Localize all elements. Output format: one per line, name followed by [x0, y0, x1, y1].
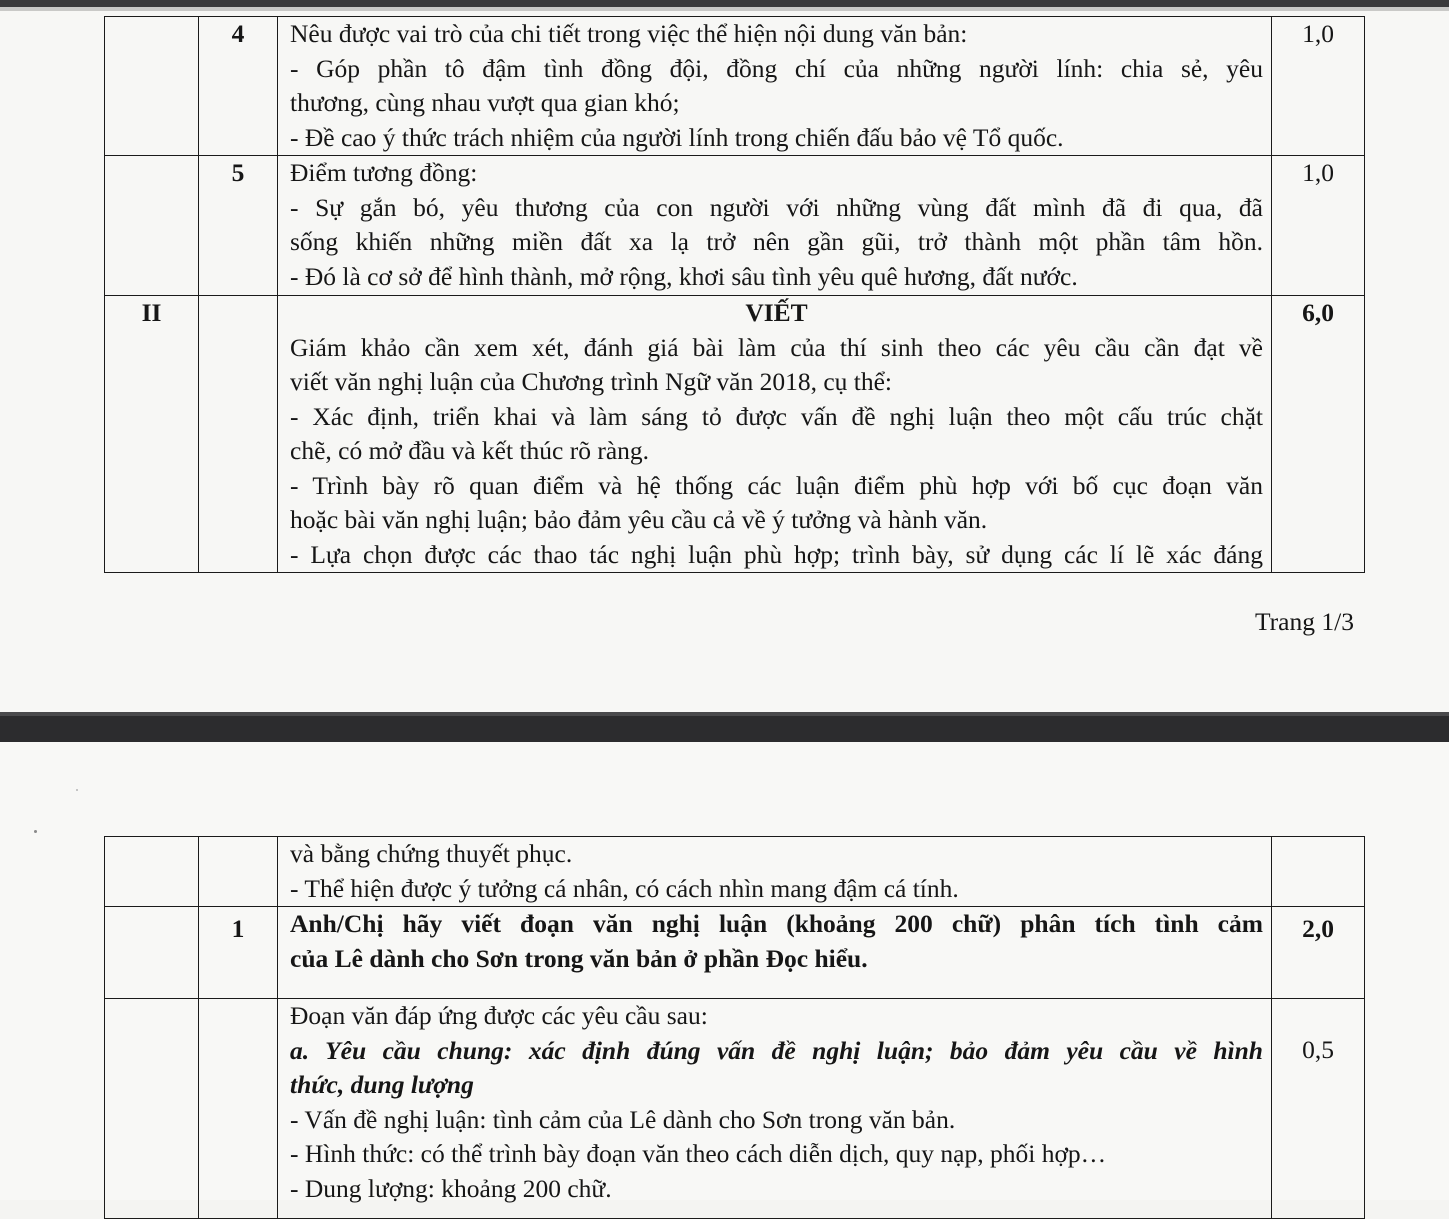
score-cell: [1272, 999, 1365, 1219]
table-row: [105, 999, 1365, 1219]
part-cell: [105, 837, 199, 907]
content-line: Nêu được vai trò của chi tiết trong việc thể hiện nội dung văn bản:: [290, 19, 968, 48]
score-cell: 2,0: [1272, 907, 1365, 999]
content-line: - Sự gắn bó, yêu thương của con người với những vùng đất mình đã đi qua, đã: [290, 192, 1263, 222]
content-line: hoặc bài văn nghị luận; bảo đảm yêu cầu cả về ý tưởng và hành văn.: [290, 505, 988, 534]
content-line: thương, cùng nhau vượt qua gian khó;: [290, 88, 680, 117]
table-row: [105, 17, 1365, 156]
content-line: - Xác định, triển khai và làm sáng tỏ được vấn đề nghị luận theo một cấu trúc chặt: [290, 401, 1263, 431]
question-number: 4: [199, 17, 278, 156]
part-cell: II: [105, 296, 199, 573]
grading-table-page-1: [104, 16, 1365, 573]
question-number: [199, 837, 278, 907]
requirement-heading-line: thức, dung lượng: [290, 1070, 474, 1099]
content-line: - Vấn đề nghị luận: tình cảm của Lê dành cho Sơn trong văn bản.: [290, 1104, 956, 1134]
page-top-shadow: [0, 7, 1449, 11]
answer-content: [278, 296, 1272, 573]
score-cell: [1272, 837, 1365, 907]
table-row: [105, 907, 1365, 999]
part-cell: [105, 17, 199, 156]
content-line: - Đó là cơ sở để hình thành, mở rộng, khơi sâu tình yêu quê hương, đất nước.: [290, 261, 1078, 291]
content-line: - Lựa chọn được các thao tác nghị luận phù hợp; trình bày, sử dụng các lí lẽ xác đáng: [290, 539, 1263, 569]
content-line: sống khiến những miền đất xa lạ trở nên gần gũi, trở thành một phần tâm hồn.: [290, 227, 1263, 256]
question-number: 1: [199, 907, 278, 999]
content-line: viết văn nghị luận của Chương trình Ngữ văn 2018, cụ thể:: [290, 367, 893, 396]
score-value: 0,5: [1302, 1035, 1334, 1064]
content-line: - Thể hiện được ý tưởng cá nhân, có cách nhìn mang đậm cá tính.: [290, 873, 959, 903]
content-line: và bằng chứng thuyết phục.: [290, 839, 573, 868]
content-line: Điểm tương đồng:: [290, 158, 478, 187]
content-line: - Đề cao ý thức trách nhiệm của người lính trong chiến đấu bảo vệ Tổ quốc.: [290, 122, 1064, 152]
answer-content: [278, 837, 1272, 907]
requirement-heading-line: a. Yêu cầu chung: xác định đúng vấn đề nghị luận; bảo đảm yêu cầu về hình: [290, 1035, 1263, 1065]
page-separator: [0, 712, 1449, 742]
answer-content: [278, 907, 1272, 999]
content-line: - Hình thức: có thể trình bày đoạn văn theo cách diễn dịch, quy nạp, phối hợp…: [290, 1139, 1107, 1168]
answer-content: [278, 156, 1272, 296]
score-cell: 1,0: [1272, 156, 1365, 296]
answer-content: [278, 17, 1272, 156]
score-cell: 6,0: [1272, 296, 1365, 573]
grading-table-page-2: [104, 836, 1365, 1219]
part-cell: [105, 999, 199, 1219]
content-line: - Trình bày rõ quan điểm và hệ thống các luận điểm phù hợp với bố cục đoạn văn: [290, 470, 1263, 500]
question-number: [199, 296, 278, 573]
content-line: Đoạn văn đáp ứng được các yêu cầu sau:: [290, 1001, 708, 1030]
question-number: [199, 999, 278, 1219]
content-line: - Góp phần tô đậm tình đồng đội, đồng chí của những người lính: chia sẻ, yêu: [290, 53, 1263, 83]
answer-content: [278, 999, 1272, 1219]
content-line: - Dung lượng: khoảng 200 chữ.: [290, 1173, 612, 1203]
score-spacer: [1272, 999, 1364, 1033]
page-number: Trang 1/3: [1255, 607, 1354, 636]
table-row: [105, 156, 1365, 296]
question-prompt-line: của Lê dành cho Sơn trong văn bản ở phần Đọc hiểu.: [290, 943, 868, 973]
table-row: [105, 837, 1365, 907]
page-top-edge: [0, 0, 1449, 7]
part-cell: [105, 907, 199, 999]
scan-speck: [34, 830, 37, 833]
content-line: Giám khảo cần xem xét, đánh giá bài làm của thí sinh theo các yêu cầu cần đạt về: [290, 332, 1263, 362]
content-line: chẽ, có mở đầu và kết thúc rõ ràng.: [290, 436, 650, 465]
part-cell: [105, 156, 199, 296]
section-heading: VIẾT: [745, 298, 808, 327]
score-cell: 1,0: [1272, 17, 1365, 156]
question-number: 5: [199, 156, 278, 296]
question-prompt-line: Anh/Chị hãy viết đoạn văn nghị luận (khoảng 200 chữ) phân tích tình cảm: [290, 909, 1263, 938]
table-row: [105, 296, 1365, 573]
scan-speck: [76, 789, 78, 791]
